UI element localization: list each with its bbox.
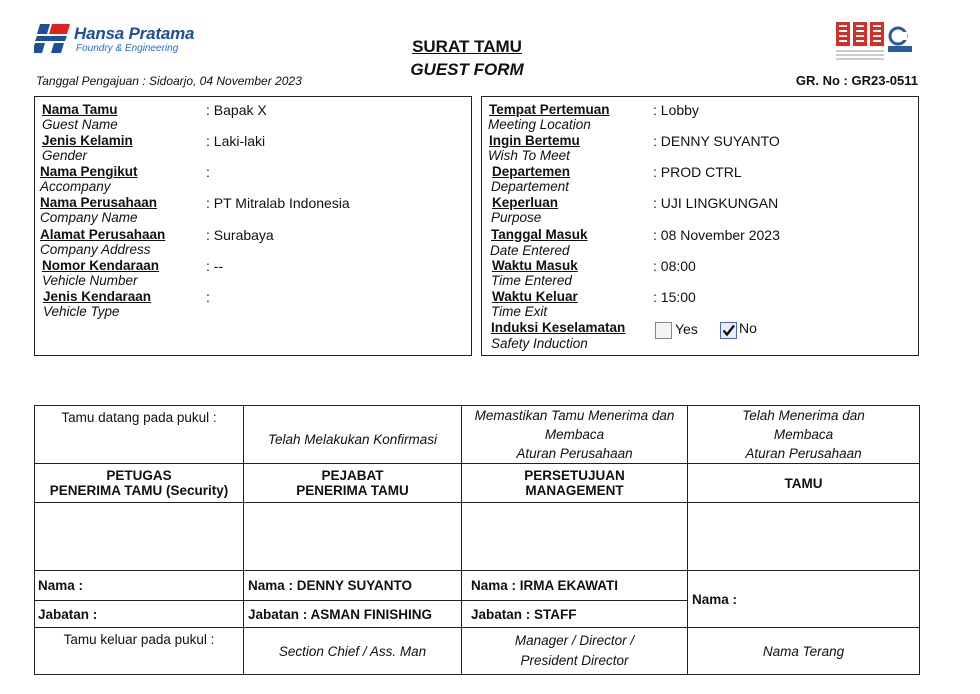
field-label-en: Purpose: [491, 210, 542, 225]
field-label-en: Gender: [42, 148, 88, 163]
position-label: Jabatan :: [38, 606, 98, 622]
field-value: : PROD CTRL: [653, 164, 742, 180]
field-label-en: Departement: [491, 179, 570, 194]
field-value: : Laki-laki: [206, 133, 266, 149]
security-header: [35, 464, 244, 503]
security-position-cell: [35, 601, 244, 628]
field-label-en: Time Exit: [491, 304, 548, 319]
company-name: Hansa Pratama: [74, 24, 195, 43]
field-label: Nama Pengikut: [40, 164, 138, 179]
field-label-en: Vehicle Number: [42, 273, 138, 288]
field-value: : --: [206, 258, 224, 274]
company-logo-icon: [34, 22, 72, 54]
company-subtitle: Foundry & Engineering: [76, 43, 179, 54]
submission-date: Tanggal Pengajuan : Sidoarjo, 04 November 2023: [36, 74, 302, 88]
field-label: Nama Perusahaan: [40, 195, 158, 210]
field-label: Jenis Kendaraan: [43, 289, 152, 304]
field-label: Nama Tamu: [42, 102, 118, 117]
rules-accepted-label-2: Aturan Perusahaan: [745, 446, 862, 461]
field-label: Waktu Keluar: [492, 289, 578, 304]
table-row: [35, 406, 920, 464]
field-value: : 08 November 2023: [653, 227, 780, 243]
management-role-cell: [462, 628, 688, 675]
checkmark-icon: [721, 323, 736, 338]
field-label: Tanggal Masuk: [491, 227, 588, 242]
induction-no-checkbox[interactable]: [720, 322, 737, 339]
management-signature-cell[interactable]: [462, 503, 688, 571]
position-label: Jabatan : STAFF: [471, 606, 577, 622]
field-label-en: Company Name: [40, 210, 138, 225]
field-label-en: Guest Name: [42, 117, 118, 132]
guest-role-cell: [688, 628, 920, 675]
management-role-label: Manager / Director /: [514, 633, 635, 648]
header-line: PEJABAT: [321, 468, 384, 483]
gr-number: GR. No : GR23-0511: [795, 73, 918, 88]
officer-role-label: Section Chief / Ass. Man: [278, 643, 427, 659]
name-label: Nama : IRMA EKAWATI: [471, 578, 619, 593]
signature-table: [34, 405, 920, 675]
field-value: : Lobby: [653, 102, 699, 118]
name-label: Nama :: [38, 578, 84, 593]
field-label-en: Time Entered: [491, 273, 572, 288]
guest-name-cell: [688, 571, 920, 628]
management-header: [462, 464, 688, 503]
field-label: Nomor Kendaraan: [42, 258, 160, 273]
rules-accepted-label: Telah Menerima dan Membaca: [742, 408, 865, 442]
signature-row: [35, 503, 920, 571]
field-value: : Bapak X: [206, 102, 267, 118]
certification-badges-icon: [836, 20, 916, 62]
field-label: Ingin Bertemu: [489, 133, 580, 148]
field-label-en: Meeting Location: [488, 117, 591, 132]
security-name-cell: [35, 571, 244, 601]
guest-header: [688, 464, 920, 503]
field-label-en: Safety Induction: [491, 336, 588, 351]
field-label-en: Vehicle Type: [43, 304, 120, 319]
field-value: : Surabaya: [206, 227, 274, 243]
header-line: PENERIMA TAMU (Security): [49, 483, 229, 498]
confirmation-cell: [244, 406, 462, 464]
table-row: [35, 571, 920, 601]
field-label: Induksi Keselamatan: [491, 320, 626, 335]
rules-accepted-cell: [688, 406, 920, 464]
header-line: PERSETUJUAN: [524, 468, 625, 483]
form-title-en: GUEST FORM: [410, 60, 524, 79]
induction-no-label: No: [739, 320, 757, 336]
exit-time-cell: [35, 628, 244, 675]
induction-yes-label: Yes: [675, 321, 698, 337]
field-label: Alamat Perusahaan: [40, 227, 166, 242]
field-value: : 15:00: [653, 289, 696, 305]
header-line: PETUGAS: [106, 468, 172, 483]
officer-name-cell: [244, 571, 462, 601]
field-label-en: Date Entered: [490, 243, 570, 258]
officer-role-cell: [244, 628, 462, 675]
field-label-en: Company Address: [40, 242, 151, 257]
header-line: TAMU: [784, 475, 823, 491]
table-row: [35, 628, 920, 675]
management-role-label-2: President Director: [520, 653, 629, 668]
name-label: Nama :: [692, 591, 738, 607]
table-row: [35, 464, 920, 503]
guest-signature-cell[interactable]: [688, 503, 920, 571]
rules-check-cell: [462, 406, 688, 464]
field-label: Tempat Pertemuan: [489, 102, 610, 117]
field-label: Departemen: [492, 164, 571, 179]
management-name-cell: [462, 571, 688, 601]
form-title: SURAT TAMU: [412, 37, 522, 56]
exit-time-label: Tamu keluar pada pukul :: [63, 632, 215, 647]
field-value: : DENNY SUYANTO: [653, 133, 780, 149]
visit-info-box: [481, 96, 919, 356]
field-value: : UJI LINGKUNGAN: [653, 195, 779, 211]
arrival-time-cell: [35, 406, 244, 464]
guest-info-box: [34, 96, 472, 356]
officer-position-cell: [244, 601, 462, 628]
field-value: : 08:00: [653, 258, 696, 274]
security-signature-cell[interactable]: [35, 503, 244, 571]
header-line: MANAGEMENT: [525, 483, 624, 498]
management-position-cell: [462, 601, 688, 628]
position-label: Jabatan : ASMAN FINISHING: [248, 606, 433, 622]
field-value: :: [206, 289, 210, 305]
name-label: Nama : DENNY SUYANTO: [248, 578, 413, 593]
rules-check-label-2: Aturan Perusahaan: [516, 446, 633, 461]
field-label-en: Accompany: [40, 179, 111, 194]
field-label-en: Wish To Meet: [488, 148, 570, 163]
header-line: PENERIMA TAMU: [296, 483, 409, 498]
field-value: :: [206, 164, 210, 180]
field-label: Keperluan: [492, 195, 559, 210]
confirmation-label: Telah Melakukan Konfirmasi: [267, 432, 438, 447]
field-label: Jenis Kelamin: [42, 133, 133, 148]
officer-signature-cell[interactable]: [244, 503, 462, 571]
arrival-time-label: Tamu datang pada pukul :: [61, 410, 217, 425]
field-value: : PT Mitralab Indonesia: [206, 195, 350, 211]
field-label: Waktu Masuk: [492, 258, 578, 273]
induction-yes-checkbox[interactable]: [655, 322, 672, 339]
guest-role-label: Nama Terang: [762, 643, 845, 659]
officer-header: [244, 464, 462, 503]
rules-check-label: Memastikan Tamu Menerima dan Membaca: [474, 408, 675, 442]
